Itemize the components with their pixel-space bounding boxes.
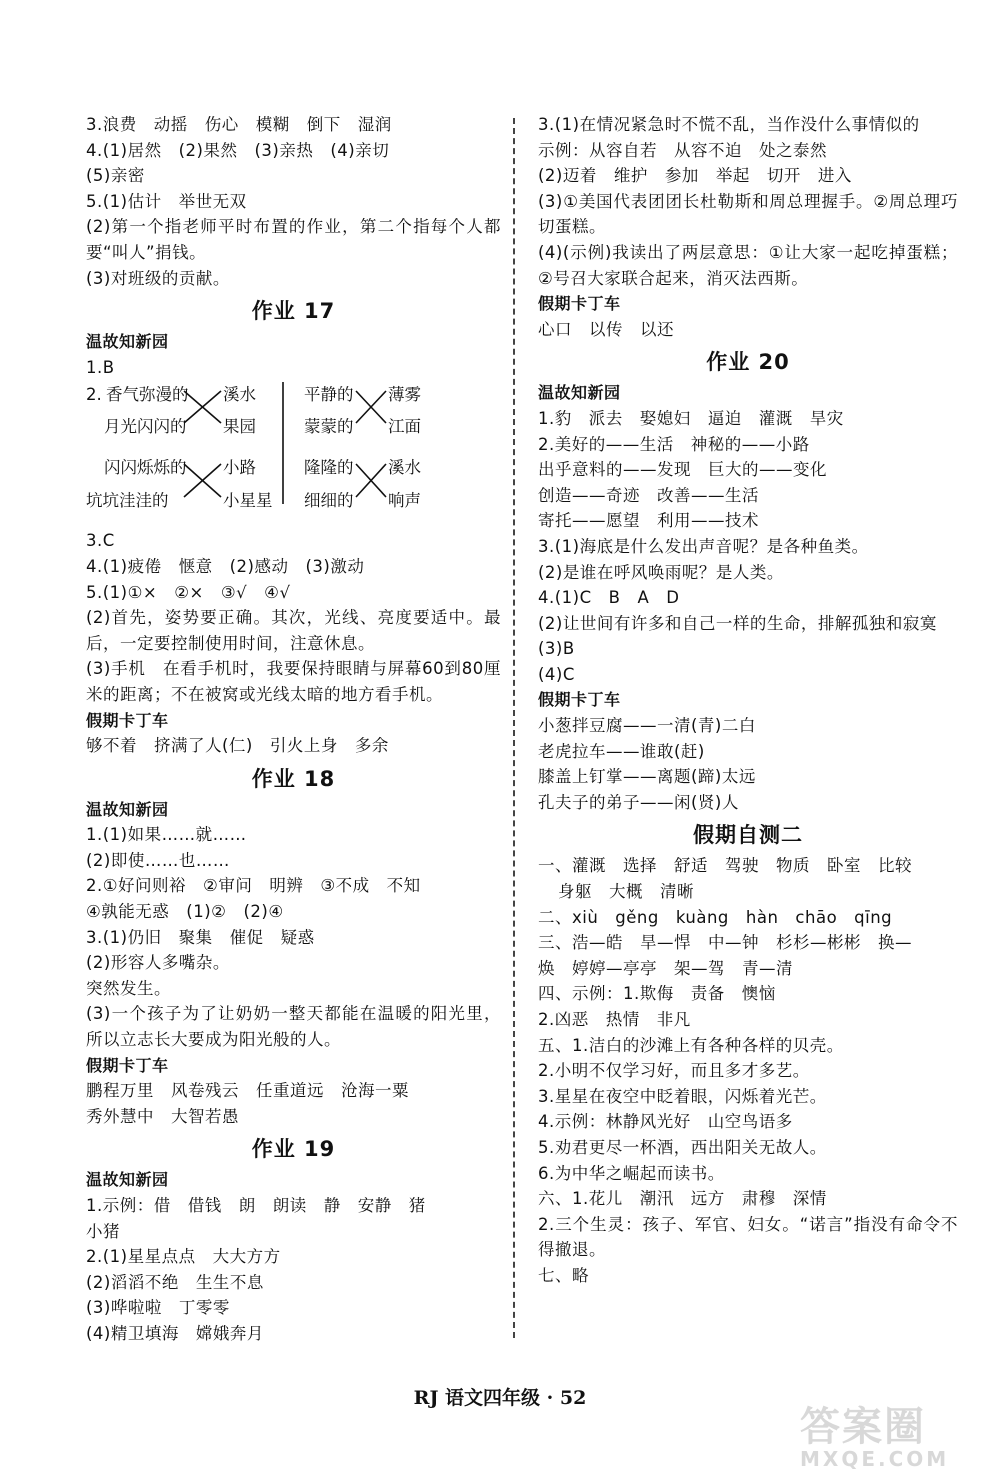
answer-line: 6.为中华之崛起而读书。 [538,1163,725,1183]
match-word: 香气弥漫的 [106,385,189,405]
match-word: 闪闪烁烁的 [104,458,187,478]
answer-line: (2)是谁在呼风唤雨呢？是人类。 [538,562,784,582]
answer-line: (2)首先，姿势要正确。其次，光线、亮度要适中。最后，一定要控制使用时间，注意休息。 [86,608,501,653]
answer-line: 创造——奇迹 改善——生活 [538,485,759,505]
match-word: 溪水 [223,385,256,405]
page-footer: RJ 语文四年级 · 52 [413,1387,587,1409]
answer-line: 2.小明不仅学习好，而且多才多艺。 [538,1061,810,1081]
answer-line: (4)C [538,664,575,684]
subsection-title: 温故知新园 [538,383,621,403]
answer-line: 2.三个生灵：孩子、军官、妇女。“诺言”指没有命令不得撤退。 [538,1214,958,1260]
answer-line: 小猪 [86,1221,120,1241]
answer-line: 寄托——愿望 利用——技术 [538,511,759,531]
answer-line: (3)对班级的贡献。 [86,268,230,288]
subsection-title: 假期卡丁车 [538,690,621,710]
answer-line: 5.(1)①× ②× ③√ ④√ [86,582,291,602]
answer-line: 突然发生。 [86,978,171,998]
subsection-title: 温故知新园 [86,1170,169,1190]
answer-line: 身躯 大概 清晰 [558,882,694,902]
match-word: 小路 [223,458,256,478]
answer-line: (2)滔滔不绝 生生不息 [86,1272,264,1292]
answer-line: 膝盖上钉掌——离题(蹄)太远 [538,767,756,787]
match-word: 江面 [388,417,421,437]
answer-line: (5)亲密 [86,166,145,186]
answer-line: 3.(1)在情况紧急时不慌不乱，当作没什么事情似的 [538,115,920,134]
match-word: 小星星 [223,491,273,511]
answer-line: 5.(1)估计 举世无双 [86,191,247,211]
answer-line: 1.B [86,357,115,377]
answer-line: (3)①美国代表团团长杜勒斯和周总理握手。②周总理巧切蛋糕。 [538,191,958,237]
answer-line: 3.(1)海底是什么发出声音呢？是各种鱼类。 [538,536,869,556]
answer-line: 心口 以传 以还 [538,319,674,339]
matching-exercise [86,382,501,524]
answer-line: 四、示例：1.欺侮 责备 懊恼 [538,984,776,1004]
answer-line: 示例：从容自若 从容不迫 处之泰然 [538,140,827,160]
answer-line: ④孰能无惑 (1)② (2)④ [86,902,284,922]
answer-line: (4)精卫填海 嫦娥奔月 [86,1323,264,1343]
answer-line: 孔夫子的弟子——闲(贤)人 [538,792,739,812]
answer-line: 小葱拌豆腐——一清(青)二白 [538,716,756,736]
answer-line: 五、1.洁白的沙滩上有各种各样的贝壳。 [538,1035,844,1055]
answer-line: 焕 婷婷—亭亭 架—驾 青—清 [538,958,793,978]
answer-line: 5.劝君更尽一杯酒，西出阳关无故人。 [538,1137,827,1157]
section-title-19: 作业 19 [251,1137,336,1162]
answer-line: (2)第一个指老师平时布置的作业，第二个指每个人都要“叫人”捐钱。 [86,217,501,262]
answer-line: 3.(1)仍旧 聚集 催促 疑惑 [86,927,315,947]
answer-line: 三、浩—皓 旱—悍 中—钟 杉杉—彬彬 换— [538,933,912,953]
answer-line: 2.美好的——生活 神秘的——小路 [538,434,810,454]
right-column [538,112,958,1289]
answer-line: 鹏程万里 风卷残云 任重道远 沧海一粟 [86,1081,409,1101]
item-number: 2. [86,385,102,405]
answer-line: 3.C [86,531,115,551]
section-title-17: 作业 17 [251,299,336,324]
match-word: 蒙蒙的 [304,417,354,437]
answer-line: 2.①好问则裕 ②审问 明辨 ③不成 不知 [86,876,421,896]
answer-line: (2)形容人多嘴杂。 [86,953,230,973]
subsection-title: 温故知新园 [86,332,169,352]
left-column [86,112,501,1347]
answer-line: (3)哗啦啦 丁零零 [86,1298,230,1318]
match-word: 坑坑洼洼的 [86,491,169,511]
section-title-18: 作业 18 [251,766,336,791]
answer-line: 2.凶恶 热情 非凡 [538,1010,691,1029]
match-word: 果园 [223,417,256,437]
answer-line: 4.(1)疲倦 惬意 (2)感动 (3)激动 [86,556,365,576]
match-word: 响声 [388,491,421,511]
answer-line: (2)即使……也…… [86,850,230,870]
answer-line: 一、灌溉 选择 舒适 驾驶 物质 卧室 比较 [538,856,912,876]
match-word: 细细的 [304,491,354,511]
match-word: 月光闪闪的 [104,417,187,437]
answer-line: 4.(1)C B A D [538,588,680,608]
answer-line: 1.(1)如果……就…… [86,825,247,845]
answer-line: (2)迈着 维护 参加 举起 切开 进入 [538,166,852,186]
answer-line: 3.星星在夜空中眨着眼，闪烁着光芒。 [538,1086,827,1106]
answer-line: 2.(1)星星点点 大大方方 [86,1247,281,1267]
match-word: 平静的 [304,385,354,405]
subsection-title: 假期卡丁车 [538,294,621,314]
answer-line: 4.(1)居然 (2)果然 (3)亲热 (4)亲切 [86,140,390,160]
answer-line: 1.示例：借 借钱 朗 朗读 静 安静 猪 [86,1196,426,1215]
answer-line: 出乎意料的——发现 巨大的——变化 [538,460,827,480]
answer-line: 老虎拉车——谁敢(赶) [538,741,705,761]
answer-line: 1.豹 派去 娶媳妇 逼迫 灌溉 旱灾 [538,408,844,428]
section-title-test-2: 假期自测二 [693,823,803,848]
answer-line: 3.浪费 动摇 伤心 模糊 倒下 湿润 [86,115,392,134]
subsection-title: 温故知新园 [86,799,169,819]
answer-line: 够不着 挤满了人(仁) 引火上身 多余 [86,736,389,756]
answer-line: 4.示例：林静风光好 山空鸟语多 [538,1112,793,1132]
answer-line: 二、xiù gěng kuàng hàn chāo qīng [538,907,893,927]
answer-line: 秀外慧中 大智若愚 [86,1106,239,1126]
section-title-20: 作业 20 [706,350,790,375]
answer-line: (4)(示例)我读出了两层意思：①让大家一起吃掉蛋糕；②号召大家联合起来，消灭法西斯。 [538,242,958,288]
answer-line: (2)让世间有许多和自己一样的生命，排解孤独和寂寞 [538,613,937,633]
watermark-logo: 答案圈 MXQE.COM [800,1404,950,1471]
match-word: 溪水 [388,458,421,478]
subsection-title: 假期卡丁车 [86,1055,169,1075]
answer-line: (3)B [538,639,575,659]
answer-line: 六、1.花儿 潮汛 远方 肃穆 深情 [538,1189,827,1209]
answer-line: (3)一个孩子为了让奶奶一整天都能在温暖的阳光里，所以立志长大要成为阳光般的人。 [86,1004,501,1050]
answer-line: 七、略 [538,1265,589,1285]
match-word: 薄雾 [388,385,421,405]
match-word: 隆隆的 [304,458,354,478]
column-divider [513,118,515,1338]
subsection-title: 假期卡丁车 [86,710,169,730]
answer-line: (3)手机 在看手机时，我要保持眼睛与屏幕60到80厘米的距离；不在被窝或光线太暗的地方看手机。 [86,659,501,704]
